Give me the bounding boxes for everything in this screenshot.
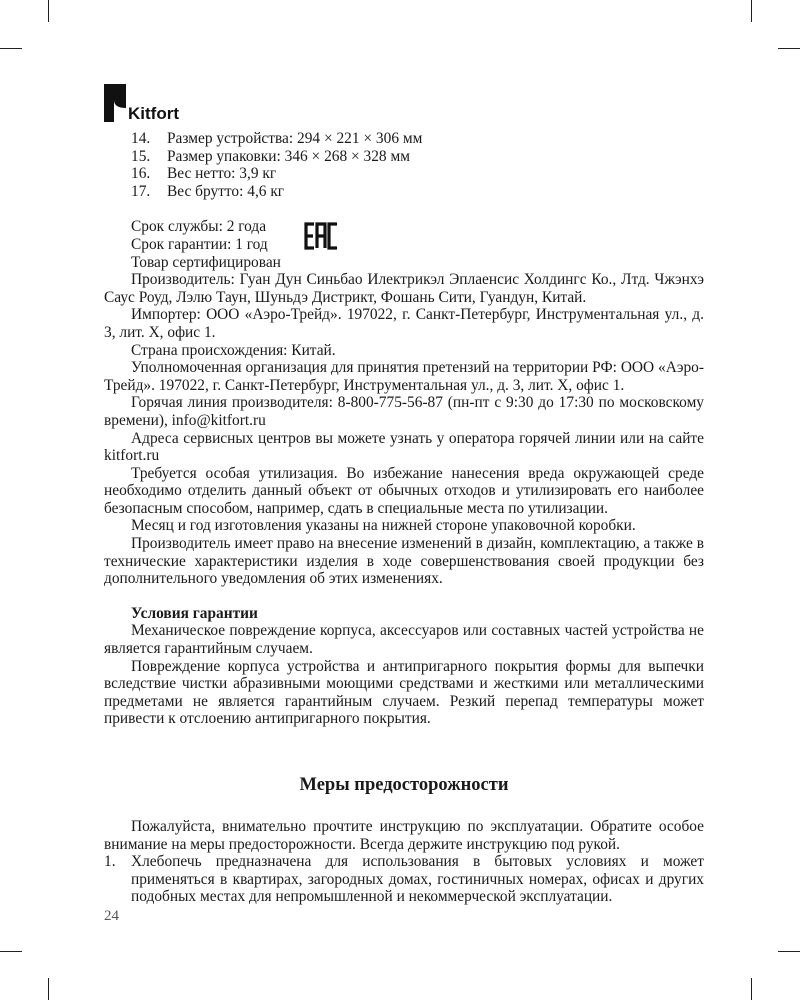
list-item: 17. Вес брутто: 4,6 кг — [131, 182, 285, 200]
crop-mark — [48, 0, 49, 22]
precautions-list — [104, 853, 704, 906]
warranty-paragraph: Механическое повреждение корпуса, аксессуаров или составных частей устройства не является гарантийным случаем. — [104, 622, 704, 658]
crop-mark — [751, 978, 752, 1000]
warranty-paragraph: Повреждение корпуса устройства и антипригарного покрытия формы для выпечки вследствие чистки абразивными моющими средствами и жесткими или металлическими предметами не является гарантийным случаем. Резкий перепад температуры может привести к отслоению антипригарного покрытия. — [104, 657, 704, 728]
manufacturer-info: Производитель: Гуан Дун Синьбао Илектрикэл Эплаенсис Холдингс Ко., Лтд. Чжэнхэ Саус Роуд, Лэлю Таун, Шуньдэ Дистрикт, Фошань Сити, Гуандун, Китай. — [104, 271, 704, 306]
warranty-heading: Условия гарантии — [131, 604, 258, 622]
changes-notice: Производитель имеет право на внесение изменений в дизайн, комплектацию, а также в технические характеристики изделия в ходе совершенствования своей продукции без дополнительного уведомления об этих изменениях. — [104, 535, 704, 588]
crop-mark — [751, 0, 752, 22]
authorized-organization: Уполномоченная организация для принятия претензий на территории РФ: ООО «Аэро-Трейд». 197022, г. Санкт-Петербург, Инструментальная ул., д. 3, лит. Х, офис 1. — [104, 359, 704, 394]
crop-mark — [0, 48, 22, 49]
importer-info: Импортер: ООО «Аэро-Трейд». 197022, г. Санкт-Петербург, Инструментальная ул., д. 3, лит. Х, офис 1. — [104, 306, 704, 341]
certification: Товар сертифицирован — [131, 253, 281, 271]
crop-mark — [48, 978, 49, 1000]
page-content — [104, 130, 704, 906]
service-centers-info: Адреса сервисных центров вы можете узнать у оператора горячей линии или на сайте kitfort.ru — [104, 429, 704, 465]
spec-list — [104, 130, 704, 200]
section-title: Меры предосторожности — [299, 775, 509, 795]
precautions-intro: Пожалуйста, внимательно прочтите инструкцию по эксплуатации. Обратите особое внимание на меры предосторожности. Всегда держите инструкцию под рукой. — [104, 818, 704, 853]
list-item: 1. Хлебопечь предназначена для использования в бытовых условиях и может применяться в квартирах, загородных домах, гостиничных номерах, офисах и других подобных местах для непромышленной и некоммерческой эксплуатации. — [104, 853, 704, 906]
service-life: Срок службы: 2 года — [131, 218, 267, 236]
service-info — [104, 218, 704, 271]
brand-logo — [104, 84, 179, 122]
list-item: 14. Размер устройства: 294 × 221 × 306 мм — [131, 130, 423, 147]
warranty-period: Срок гарантии: 1 год — [131, 235, 268, 253]
crop-mark — [778, 951, 800, 952]
disposal-info: Требуется особая утилизация. Во избежание нанесения вреда окружающей среде необходимо отделить данный объект от обычных отходов и утилизировать его наиболее безопасным способом, например, сдать в специальные места по утилизации. — [104, 464, 704, 517]
page-number: 24 — [104, 908, 119, 924]
list-item: 16. Вес нетто: 3,9 кг — [131, 165, 277, 183]
list-item: 15. Размер упаковки: 346 × 268 × 328 мм — [131, 147, 410, 165]
kitfort-logo-icon — [104, 84, 126, 122]
hotline-info: Горячая линия производителя: 8-800-775-56-87 (пн-пт с 9:30 до 17:30 по московскому времени), info@kitfort.ru — [104, 394, 704, 429]
eac-mark-icon — [304, 222, 340, 250]
origin-country: Страна происхождения: Китай. — [131, 341, 336, 359]
brand-name: Kitfort — [128, 104, 179, 123]
manufacture-date-info: Месяц и год изготовления указаны на нижней стороне упаковочной коробки. — [131, 517, 636, 535]
crop-mark — [778, 48, 800, 49]
crop-mark — [0, 951, 22, 952]
